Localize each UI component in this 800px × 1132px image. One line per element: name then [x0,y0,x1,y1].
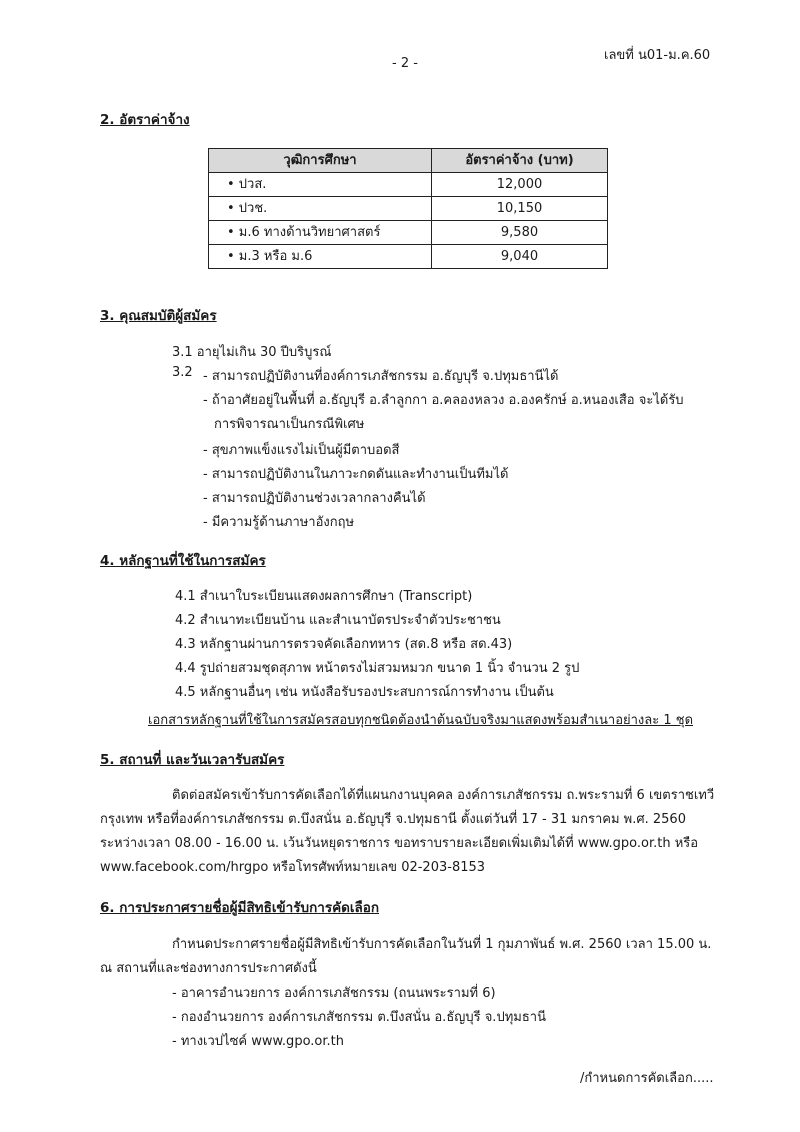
rate-cell: 9,040 [432,245,608,269]
qualification-sub-night: - สามารถปฏิบัติงานช่วงเวลากลางคืนได้ [203,491,426,506]
announcement-line-1: กำหนดประกาศรายชื่อผู้มีสิทธิเข้ารับการคัดเลือกในวันที่ 1 กุมภาพันธ์ พ.ศ. 2560 เวลา 15.00 น. [172,937,712,952]
qualification-sub-health: - สุขภาพแข็งแรงไม่เป็นผู้มีตาบอดสี [203,443,400,458]
section-6-heading: 6. การประกาศรายชื่อผู้มีสิทธิเข้ารับการคัดเลือก [100,900,380,916]
education-cell: • ปวส. [209,173,432,197]
table-header-row [209,149,608,173]
qualification-sub-area: - ถ้าอาศัยอยู่ในพื้นที่ อ.ธัญบุรี อ.ลำลูกกา อ.คลองหลวง อ.องครักษ์ อ.หนองเสือ จะได้รับ [203,393,684,408]
continuation-note: /กำหนดการคัดเลือก..... [580,1071,714,1086]
table-row [209,173,608,197]
wage-rate-table [208,148,608,269]
announcement-bullet-1: - อาคารอำนวยการ องค์การเภสัชกรรม (ถนนพระรามที่ 6) [172,986,496,1001]
qualification-item-3-2: - สามารถปฏิบัติงานที่องค์การเภสัชกรรม อ.ธัญบุรี จ.ปทุมธานีได้ [203,369,559,384]
document-number: เลขที่ น01-ม.ค.60 [604,48,711,63]
rate-cell: 12,000 [432,173,608,197]
section-2-heading: 2. อัตราค่าจ้าง [100,112,190,128]
application-info-line-2: กรุงเทพ หรือที่องค์การเภสัชกรรม ต.บึงสนั่น อ.ธัญบุรี จ.ปทุมธานี ตั้งแต่วันที่ 17 - 31 มกราคม พ.ศ. 2560 [100,812,686,827]
application-info-line-1: ติดต่อสมัครเข้ารับการคัดเลือกได้ที่แผนกงานบุคคล องค์การเภสัชกรรม ถ.พระรามที่ 6 เขตราชเทวี [172,788,715,803]
document-item-4-1: 4.1 สำเนาใบระเบียนแสดงผลการศึกษา (Transcript) [175,589,473,604]
document-item-4-5: 4.5 หลักฐานอื่นๆ เช่น หนังสือรับรองประสบการณ์การทำงาน เป็นต้น [175,685,554,700]
table-row [209,197,608,221]
qualification-sub-area-cont: การพิจารณาเป็นกรณีพิเศษ [214,417,365,432]
application-info-line-4: www.facebook.com/hrgpo หรือโทรศัพท์หมายเลข 02-203-8153 [100,860,486,875]
table-row [209,221,608,245]
announcement-bullet-2: - กองอำนวยการ องค์การเภสัชกรรม ต.บึงสนั่น อ.ธัญบุรี จ.ปทุมธานี [172,1010,546,1025]
qualification-sub-pressure: - สามารถปฏิบัติงานในภาวะกดดันและทำงานเป็นทีมได้ [203,467,509,482]
section-5-heading: 5. สถานที่ และวันเวลารับสมัคร [100,752,285,768]
qualification-item-3-2-number: 3.2 [172,365,193,380]
column-header-rate: อัตราค่าจ้าง (บาท) [432,149,608,173]
qualification-sub-english: - มีความรู้ด้านภาษาอังกฤษ [203,515,355,530]
document-item-4-2: 4.2 สำเนาทะเบียนบ้าน และสำเนาบัตรประจำตัวประชาชน [175,613,501,628]
announcement-line-2: ณ สถานที่และช่องทางการประกาศดังนี้ [100,961,317,976]
application-info-line-3: ระหว่างเวลา 08.00 - 16.00 น. เว้นวันหยุดราชการ ขอทราบรายละเอียดเพิ่มเติมได้ที่ www.gpo.or.th หรือ [100,836,699,851]
education-cell: • ปวช. [209,197,432,221]
section-3-heading: 3. คุณสมบัติผู้สมัคร [100,308,217,324]
section-4-heading: 4. หลักฐานที่ใช้ในการสมัคร [100,553,266,569]
education-cell: • ม.3 หรือ ม.6 [209,245,432,269]
column-header-education: วุฒิการศึกษา [209,149,432,173]
page-number: - 2 - [392,56,418,71]
announcement-bullet-3: - ทางเวปไซค์ www.gpo.or.th [172,1034,344,1049]
education-cell: • ม.6 ทางด้านวิทยาศาสตร์ [209,221,432,245]
qualification-item-3-1: 3.1 อายุไม่เกิน 30 ปีบริบูรณ์ [172,345,332,360]
document-note: เอกสารหลักฐานที่ใช้ในการสมัครสอบทุกชนิดต้องนำต้นฉบับจริงมาแสดงพร้อมสำเนาอย่างละ 1 ชุด [148,713,694,728]
table-row [209,245,608,269]
document-item-4-3: 4.3 หลักฐานผ่านการตรวจคัดเลือกทหาร (สด.8 หรือ สด.43) [175,637,513,652]
document-item-4-4: 4.4 รูปถ่ายสวมชุดสุภาพ หน้าตรงไม่สวมหมวก ขนาด 1 นิ้ว จำนวน 2 รูป [175,661,580,676]
rate-cell: 10,150 [432,197,608,221]
rate-cell: 9,580 [432,221,608,245]
